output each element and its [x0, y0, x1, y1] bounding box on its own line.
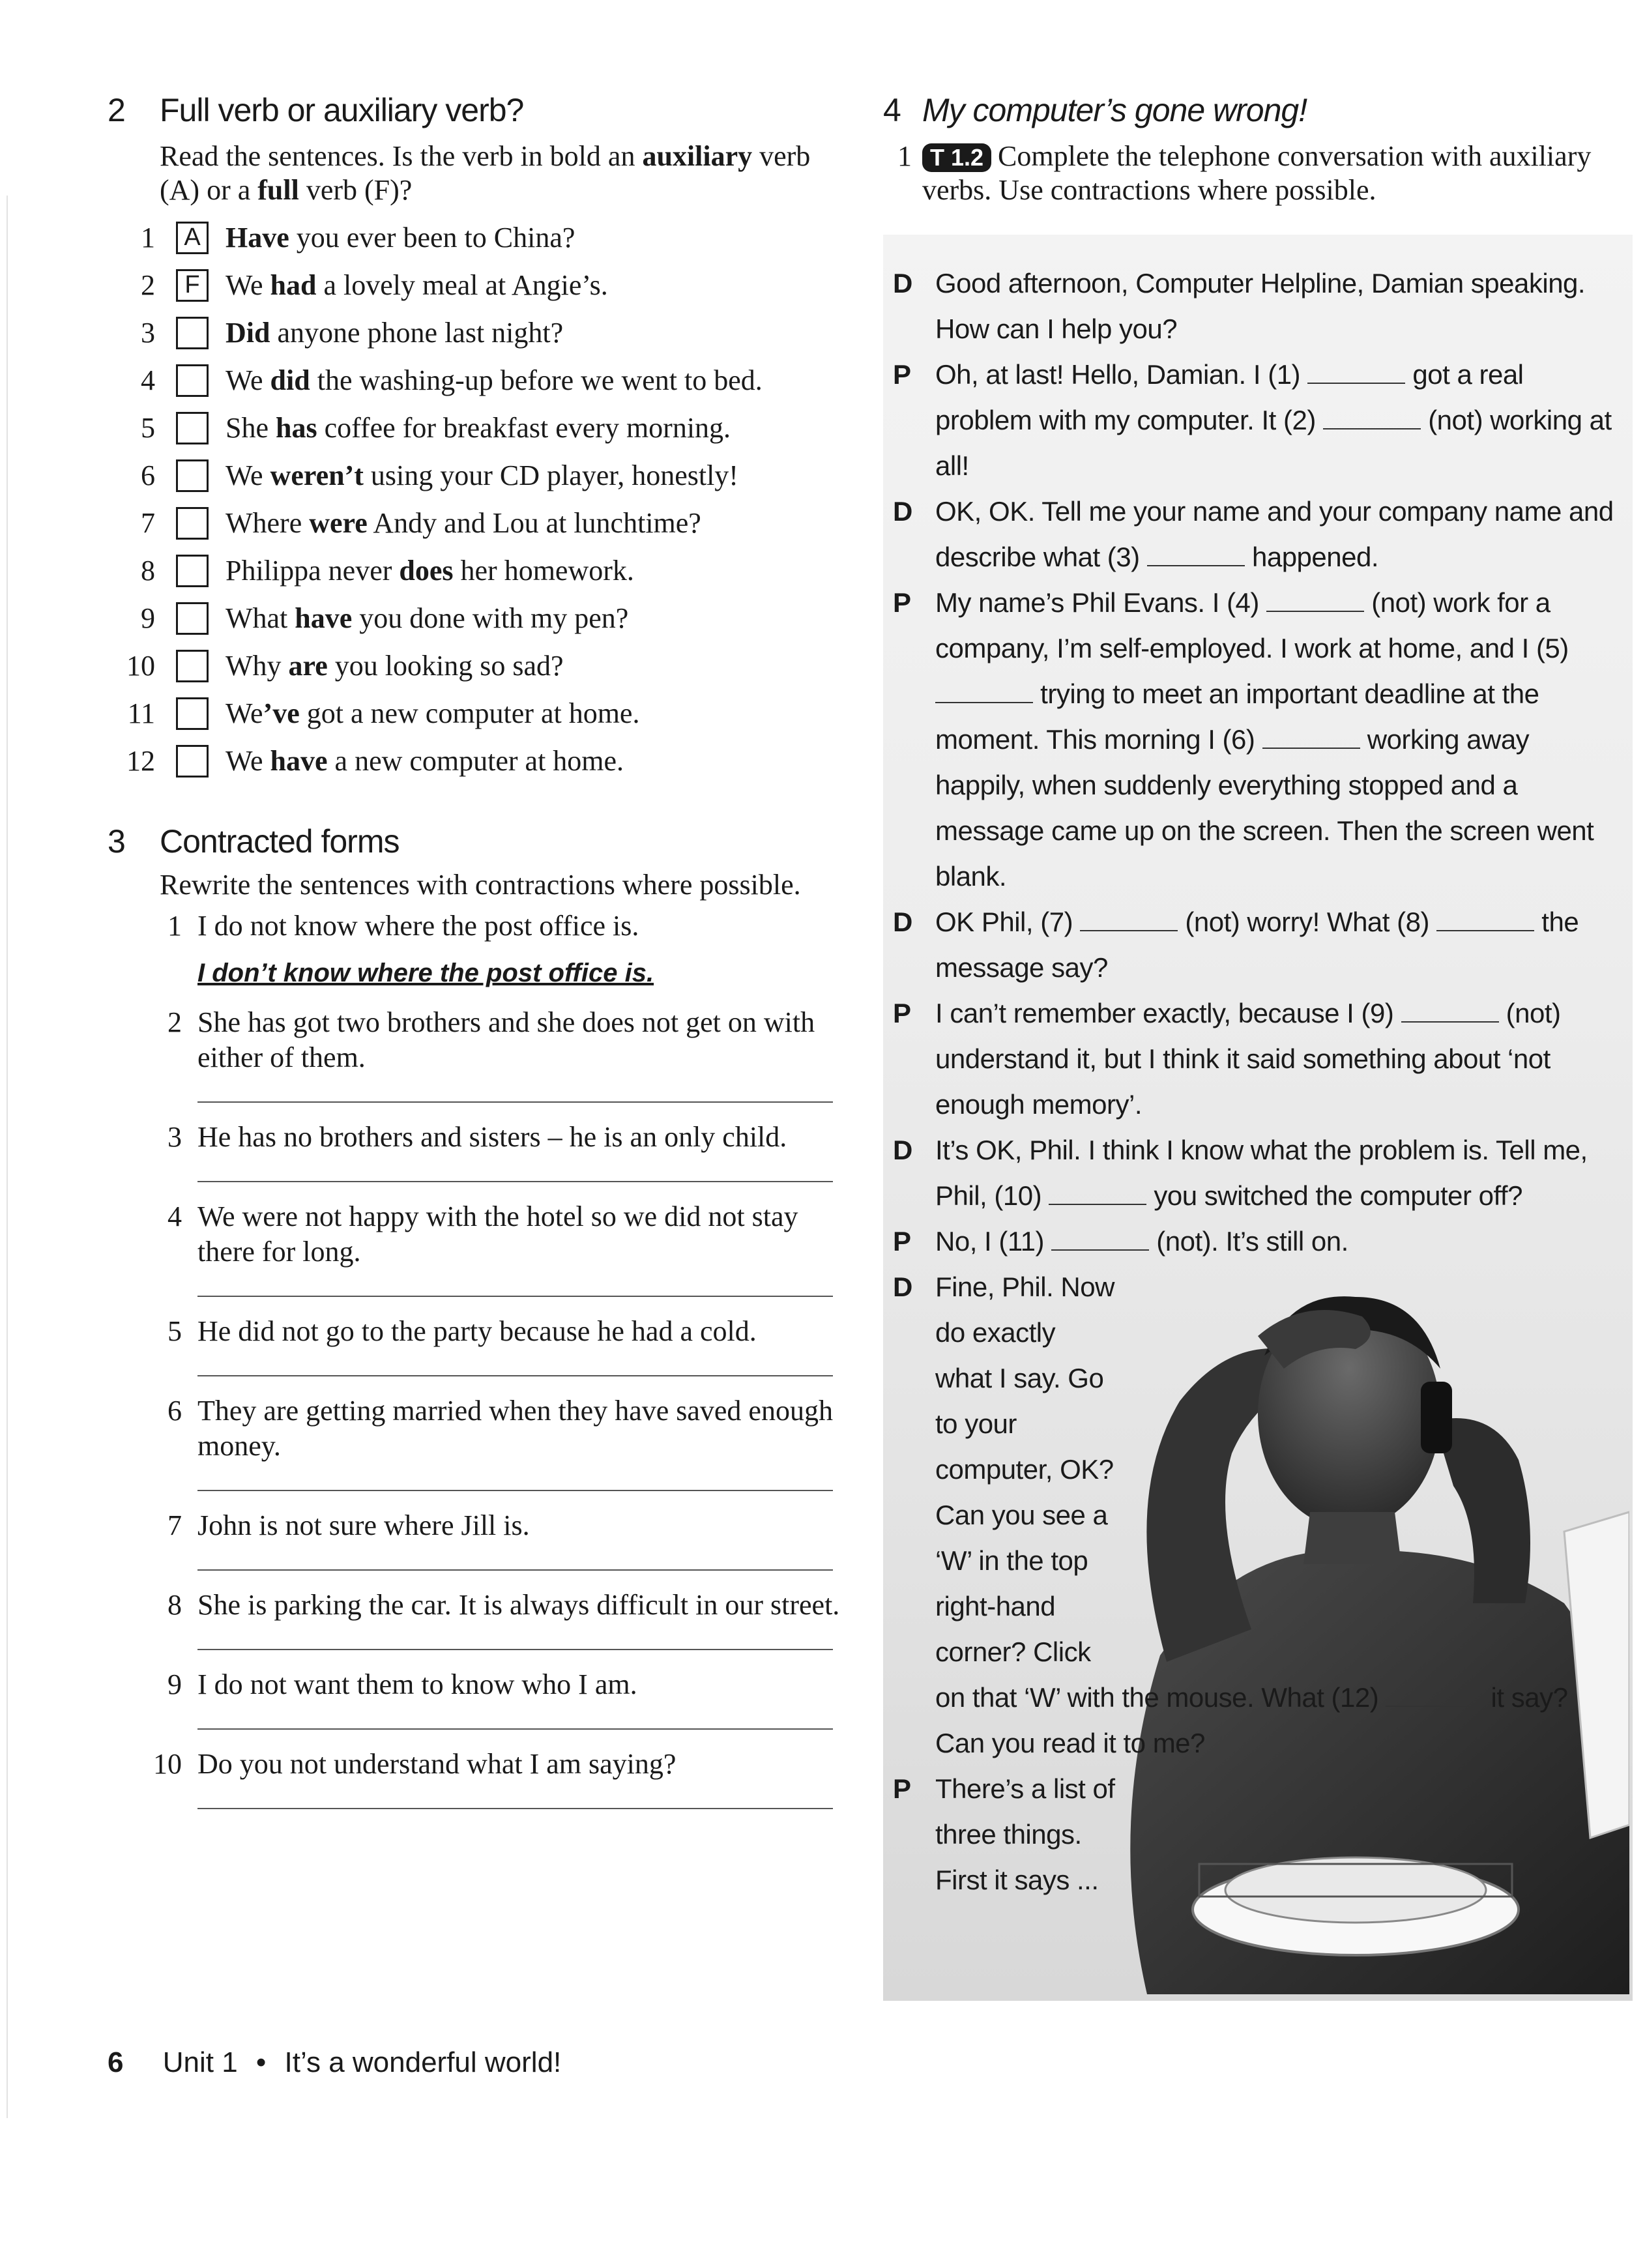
speaker-label: P [893, 359, 911, 390]
list-item [108, 1005, 844, 1103]
item-sentence [226, 602, 628, 635]
item-sentence [226, 554, 634, 587]
list-item [108, 690, 844, 737]
rubric-text: verb (F)? [298, 174, 413, 206]
item-sentence [226, 697, 639, 730]
exercise-title: My computer’s gone wrong! [922, 92, 1307, 128]
sentence-text: Andy and Lou at lunchtime? [367, 507, 701, 539]
turn-segment: No, I (11) [935, 1226, 1052, 1257]
blank-gap[interactable] [1401, 1002, 1499, 1023]
item-sentence: We were not happy with the hotel so we did not stay there for long. [197, 1200, 798, 1268]
turn-segment: it say? Can you read it to me? [935, 1682, 1568, 1758]
turn-text [935, 1766, 1118, 1903]
exercise-3-rubric: Rewrite the sentences with contractions where possible. [160, 869, 801, 901]
item-number: 8 [141, 555, 155, 587]
list-item [108, 1667, 844, 1730]
answer-checkbox[interactable] [176, 555, 209, 587]
item-number: 1 [167, 910, 182, 942]
exercise-3 [108, 822, 844, 1809]
item-sentence [226, 649, 564, 682]
answer-line[interactable] [197, 1181, 833, 1182]
exercise-2-list [108, 214, 844, 785]
sentence-text: you done with my pen? [352, 602, 629, 634]
sentence-text: got a new computer at home. [299, 697, 640, 729]
list-item [108, 1120, 844, 1182]
turn-segment: happened. [1244, 542, 1379, 572]
rubric-bold: auxiliary [642, 140, 753, 172]
exercise-4-rubric [897, 139, 1607, 207]
telephone-dialogue [893, 261, 1616, 1903]
rubric-text: Read the sentences. Is the verb in bold an [160, 140, 643, 172]
list-item [108, 309, 844, 356]
sentence-text: She [226, 412, 276, 444]
turn-segment: My name’s Phil Evans. I (4) [935, 587, 1267, 618]
list-item [108, 1588, 844, 1650]
footer-separator: • [255, 2046, 267, 2078]
answer-line[interactable] [197, 1375, 833, 1376]
blank-gap[interactable] [1147, 545, 1245, 566]
bold-verb: are [288, 650, 328, 682]
bold-verb: Have [226, 222, 289, 254]
item-number: 8 [167, 1589, 182, 1621]
speaker-label: D [893, 1135, 912, 1165]
list-item [108, 1314, 844, 1376]
list-item [108, 594, 844, 642]
turn-segment: (not). It’s still on. [1149, 1226, 1348, 1257]
blank-gap[interactable] [1386, 1686, 1483, 1707]
item-number: 10 [153, 1748, 182, 1780]
turn-segment: Oh, at last! Hello, Damian. I (1) [935, 359, 1308, 390]
page-number: 6 [108, 2046, 124, 2078]
answer-checkbox[interactable]: F [176, 269, 209, 302]
item-number: 2 [167, 1006, 182, 1038]
turn-text [935, 1127, 1616, 1219]
exercise-3-heading [108, 822, 844, 860]
speaker-label: P [893, 1226, 911, 1257]
answer-checkbox[interactable] [176, 602, 209, 635]
sentence-text: using your CD player, honestly! [363, 459, 738, 491]
dialogue-turn [893, 1127, 1616, 1219]
list-item [108, 499, 844, 547]
list-item [108, 547, 844, 594]
list-item [108, 642, 844, 690]
item-number: 3 [167, 1121, 182, 1153]
left-column [108, 91, 844, 1809]
item-sentence [226, 744, 624, 778]
speaker-label: P [893, 998, 911, 1028]
speaker-label: D [893, 268, 912, 298]
turn-segment: the message say? [935, 907, 1579, 983]
item-number: 3 [141, 317, 155, 349]
answer-line[interactable] [197, 1728, 833, 1730]
sentence-text: you looking so sad? [327, 650, 564, 682]
turn-segment: I can’t remember exactly, because I (9) [935, 998, 1401, 1028]
blank-gap[interactable] [1323, 409, 1421, 429]
item-number: 6 [167, 1395, 182, 1427]
list-item [108, 1747, 844, 1809]
turn-segment: Good afternoon, Computer Helpline, Damian speaking. How can I help you? [935, 268, 1586, 344]
answer-checkbox[interactable] [176, 317, 209, 349]
exercise-3-list [108, 909, 844, 1809]
turn-text [935, 1219, 1616, 1264]
item-body [197, 1005, 844, 1103]
list-item [108, 404, 844, 452]
dialogue-turn [893, 899, 1616, 991]
bold-verb: did [270, 364, 310, 396]
sentence-text: We [226, 697, 263, 729]
bold-verb: Did [226, 317, 270, 349]
item-sentence: John is not sure where Jill is. [197, 1509, 530, 1541]
sentence-text: a new computer at home. [327, 745, 624, 777]
list-item [108, 1508, 844, 1571]
rubric-bold: full [257, 174, 299, 206]
exercise-title: Contracted forms [160, 823, 400, 860]
sentence-text: What [226, 602, 295, 634]
answer-checkbox[interactable] [176, 412, 209, 444]
item-number: 9 [141, 602, 155, 634]
speaker-label: D [893, 496, 912, 527]
exercise-2-rubric [160, 139, 844, 207]
item-sentence: They are getting married when they have saved enough money. [197, 1395, 833, 1462]
item-sentence: He has no brothers and sisters – he is an only child. [197, 1121, 787, 1153]
list-item [108, 737, 844, 785]
item-number: 6 [141, 459, 155, 491]
item-sentence: Do you not understand what I am saying? [197, 1748, 677, 1780]
answer-checkbox[interactable] [176, 650, 209, 682]
item-sentence: I do not want them to know who I am. [197, 1668, 637, 1700]
item-sentence [226, 459, 738, 492]
item-body [197, 1508, 844, 1571]
dialogue-turn [893, 1219, 1616, 1264]
item-sentence [226, 316, 563, 349]
list-item [108, 1199, 844, 1297]
list-item [108, 909, 844, 988]
list-item [108, 214, 844, 261]
dialogue-turn [893, 489, 1616, 580]
speaker-label: D [893, 1272, 912, 1302]
dialogue-turn [893, 580, 1616, 899]
item-number: 9 [167, 1668, 182, 1700]
blank-gap[interactable] [1266, 591, 1364, 612]
item-number: 4 [167, 1200, 182, 1232]
blank-gap[interactable] [1080, 910, 1178, 931]
bold-verb: weren’t [270, 459, 364, 491]
answer-line[interactable] [197, 1296, 833, 1297]
answer-line[interactable] [197, 1808, 833, 1809]
item-sentence [226, 506, 701, 540]
list-item [108, 356, 844, 404]
dialogue-turn [893, 352, 1616, 489]
item-number: 10 [126, 650, 155, 682]
answer-checkbox[interactable] [176, 459, 209, 492]
rubric-body [922, 139, 1607, 207]
unit-title: It’s a wonderful world! [284, 2046, 562, 2078]
exercise-title: Full verb or auxiliary verb? [160, 92, 524, 128]
item-number: 11 [127, 697, 155, 729]
dialogue-turn [893, 1766, 1616, 1903]
turn-segment: (not) working at all! [935, 405, 1612, 481]
item-sentence [226, 411, 731, 444]
sentence-text: We [226, 745, 270, 777]
answer-checkbox[interactable] [176, 697, 209, 730]
blank-gap[interactable] [1307, 363, 1405, 384]
page-footer [108, 2046, 561, 2079]
turn-segment: There’s a list of three things. First it says ... [935, 1773, 1115, 1895]
sentence-text: her homework. [453, 555, 634, 587]
item-sentence: I do not know where the post office is. [197, 910, 639, 942]
example-answer: I don’t know where the post office is. [197, 959, 654, 987]
turn-text [935, 899, 1616, 991]
item-number: 7 [167, 1509, 182, 1541]
sub-number: 1 [897, 140, 912, 172]
bold-verb: ’ve [263, 697, 300, 729]
sentence-text: Philippa never [226, 555, 400, 587]
item-number: 2 [141, 269, 155, 301]
exercise-4-heading [883, 91, 1607, 129]
item-sentence: She is parking the car. It is always difficult in our street. [197, 1589, 840, 1621]
bold-verb: has [276, 412, 317, 444]
answer-checkbox[interactable]: A [176, 222, 209, 254]
answer-checkbox[interactable] [176, 507, 209, 540]
rubric-text: Complete the telephone conversation with auxiliary verbs. Use contractions where possible. [922, 140, 1592, 206]
item-number: 12 [126, 745, 155, 777]
turn-text [935, 261, 1616, 352]
list-item [108, 1393, 844, 1491]
list-item [108, 452, 844, 499]
dialogue-turn [893, 1264, 1616, 1766]
answer-line[interactable] [197, 1490, 833, 1491]
bold-verb: have [270, 745, 328, 777]
turn-segment: OK Phil, (7) [935, 907, 1081, 937]
bold-verb: have [295, 602, 353, 634]
speaker-label: P [893, 1773, 911, 1804]
sentence-text: a lovely meal at Angie’s. [316, 269, 608, 301]
item-number: 4 [141, 364, 155, 396]
blank-gap[interactable] [1436, 910, 1534, 931]
turn-segment: It’s OK, Phil. I think I know what the problem is. Tell me, Phil, (10) [935, 1135, 1588, 1211]
item-sentence: He did not go to the party because he had a cold. [197, 1315, 757, 1347]
answer-checkbox[interactable] [176, 745, 209, 778]
item-body [197, 909, 844, 988]
page-margin-line [7, 196, 8, 2118]
unit-label: Unit 1 [162, 2046, 238, 2078]
sentence-text: you ever been to China? [289, 222, 575, 254]
wrap-spacer [1114, 1356, 1616, 1642]
turn-text [935, 580, 1616, 899]
item-body [197, 1747, 844, 1809]
bold-verb: does [399, 555, 454, 587]
sentence-text: Why [226, 650, 289, 682]
sentence-text: We [226, 364, 270, 396]
item-number: 1 [141, 222, 155, 254]
item-sentence [226, 269, 608, 302]
item-sentence: She has got two brothers and she does not get on with either of them. [197, 1006, 815, 1073]
turn-segment: got a real problem with my computer. It (2) [935, 359, 1524, 435]
blank-gap[interactable] [935, 682, 1033, 703]
blank-gap[interactable] [1049, 1184, 1146, 1205]
blank-gap[interactable] [1051, 1230, 1149, 1251]
answer-line[interactable] [197, 1569, 833, 1571]
speaker-label: D [893, 907, 912, 937]
answer-line[interactable] [197, 1649, 833, 1650]
item-body [197, 1588, 844, 1650]
turn-text [935, 352, 1616, 489]
dialogue-turn [893, 991, 1616, 1127]
item-body [197, 1314, 844, 1376]
speaker-label: P [893, 587, 911, 618]
bold-verb: had [270, 269, 317, 301]
turn-segment: you switched the computer off? [1146, 1180, 1522, 1211]
turn-segment: (not) work for a company, I’m self-employed. I work at home, and I (5) [935, 587, 1569, 663]
turn-segment: working away happily, when suddenly everything stopped and a message came up on the screen. Then the screen went blank. [935, 724, 1594, 892]
sentence-text: coffee for breakfast every morning. [317, 412, 731, 444]
item-sentence [226, 221, 575, 254]
turn-segment: Fine, Phil. Now do exactly what I say. Go to your computer, OK? Can you see a ‘W’ in the top right-hand corner? Click on that ‘W’ with the mouse. What (12) [935, 1272, 1386, 1713]
turn-text [935, 1264, 1616, 1766]
answer-line[interactable] [197, 1101, 833, 1103]
turn-text [935, 489, 1616, 580]
exercise-number: 2 [108, 92, 125, 128]
turn-segment: (not) worry! What (8) [1178, 907, 1437, 937]
sentence-text: the washing-up before we went to bed. [310, 364, 763, 396]
item-body [197, 1393, 844, 1491]
turn-segment: (not) understand it, but I think it said something about ‘not enough memory’. [935, 998, 1561, 1120]
exercise-2 [108, 91, 844, 785]
answer-checkbox[interactable] [176, 364, 209, 397]
bold-verb: were [309, 507, 368, 539]
turn-segment: trying to meet an important deadline at the moment. This morning I (6) [935, 678, 1539, 755]
item-sentence [226, 364, 763, 397]
dialogue-turn [893, 261, 1616, 352]
item-body [197, 1120, 844, 1182]
rubric-text: verb (A) or a [160, 140, 811, 206]
exercise-number: 4 [883, 92, 901, 128]
right-column-header [883, 91, 1607, 207]
item-body [197, 1199, 844, 1297]
item-number: 7 [141, 507, 155, 539]
item-number: 5 [167, 1315, 182, 1347]
turn-segment: OK, OK. Tell me your name and your company name and describe what (3) [935, 496, 1614, 572]
item-number: 5 [141, 412, 155, 444]
item-body [197, 1667, 844, 1730]
sentence-text: anyone phone last night? [270, 317, 564, 349]
turn-text [935, 991, 1616, 1127]
exercise-number: 3 [108, 823, 125, 860]
audio-track-tag[interactable]: T 1.2 [922, 143, 991, 172]
exercise-2-heading [108, 91, 844, 129]
sentence-text: Where [226, 507, 310, 539]
sentence-text: We [226, 269, 270, 301]
list-item [108, 261, 844, 309]
sentence-text: We [226, 459, 270, 491]
blank-gap[interactable] [1262, 728, 1360, 749]
